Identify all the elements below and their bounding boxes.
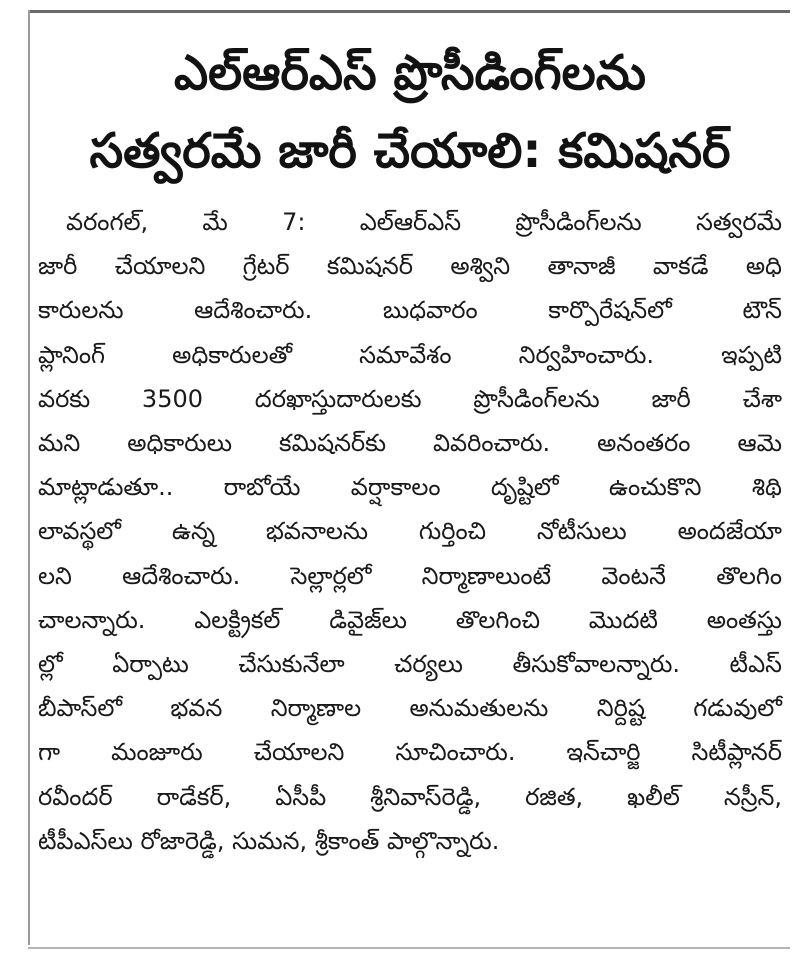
body-line-7: మాట్లాడుతూ.. రాబోయే వర్షాకాలం దృష్టిలో ఉంచుకొని శిథి [38,473,782,502]
body-line-12: బీపాస్‌లో భవన నిర్మాణాల అనుమతులను నిర్దిష్ట గడువులో [38,694,782,723]
body-line-3: కారులను ఆదేశించారు. బుధవారం కార్పొరేషన్‌లో టౌన్‌ [38,296,782,325]
article-body [38,200,782,863]
top-border-rule [28,10,790,13]
body-line-11: ల్లో ఏర్పాటు చేసుకునేలా చర్యలు తీసుకోవాలన్నారు. టీఎస్‌ [38,650,782,679]
body-line-6: మని అధికారులు కమిషనర్‌కు వివరించారు. అనంతరం ఆమె [38,429,782,458]
body-line-1: వరంగల్‌, మే 7: ఎల్‌ఆర్‌ఎస్‌ ప్రొసీడింగ్‌లను సత్వరమే [66,208,782,236]
body-line-2: జారీ చేయాలని గ్రేటర్‌ కమిషనర్‌ అశ్విని తానాజీ వాకడే అధి [38,252,782,281]
body-line-4: ప్లానింగ్‌ అధికారులతో సమావేశం నిర్వహించారు. ఇప్పటి [38,340,782,369]
body-line-5: వరకు 3500 దరఖాస్తుదారులకు ప్రొసీడింగ్‌లను జారీ చేశా [38,384,782,413]
body-line-15: టీపీఎస్‌లు రోజారెడ్డి, సుమన, శ్రీకాంత్‌ పాల్గొన్నారు. [38,826,500,855]
body-line-10: చాలన్నారు. ఎలక్ట్రికల్‌ డివైజ్‌లు తొలగించి మొదటి అంతస్తు [38,605,782,634]
body-line-8: లావస్థలో ఉన్న భవనాలను గుర్తించి నోటీసులు అందజేయా [38,517,782,546]
headline-line-2: సత్వరమే జారీ చేయాలి: కమిషనర్‌ [89,123,731,179]
bottom-border-rule [28,947,790,949]
left-border-rule [28,10,30,945]
body-line-13: గా మంజూరు చేయాలని సూచించారు. ఇన్‌చార్జి సిటీప్లానర్‌ [38,738,782,767]
news-article [38,34,782,863]
headline-line-1: ఎల్‌ఆర్‌ఎస్‌ ప్రొసీడింగ్‌లను [174,45,646,101]
body-line-14: రవీందర్‌ రాడేకర్‌, ఏసీపీ శ్రీనివాస్‌రెడ్డి, రజిత, ఖలీల్‌ నస్రీన్‌, [38,782,782,811]
article-headline [38,34,782,190]
body-line-9: లని ఆదేశించారు. సెల్లార్లలో నిర్మాణాలుంటే వెంటనే తొలగిం [38,561,782,590]
